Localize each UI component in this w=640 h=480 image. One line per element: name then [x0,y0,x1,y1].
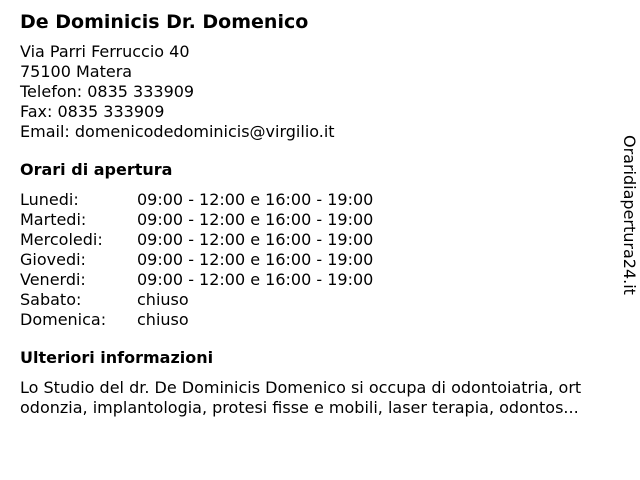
hours-row-thursday [20,250,620,270]
day-hours: 09:00 - 12:00 e 16:00 - 19:00 [137,250,374,269]
day-hours: chiuso [137,310,189,329]
day-label: Lunedi: [20,190,79,209]
hours-row-sunday [20,310,620,330]
day-hours: 09:00 - 12:00 e 16:00 - 19:00 [137,230,374,249]
day-hours: 09:00 - 12:00 e 16:00 - 19:00 [137,210,374,229]
opening-hours-heading: Orari di apertura [20,160,173,179]
fax-number: Fax: 0835 333909 [20,102,165,121]
phone-number: Telefon: 0835 333909 [20,82,195,101]
day-label: Giovedi: [20,250,86,269]
hours-row-wednesday [20,230,620,250]
hours-row-monday [20,190,620,210]
business-name: De Dominicis Dr. Domenico [20,11,309,33]
city-address: 75100 Matera [20,62,133,81]
day-label: Sabato: [20,290,82,309]
email-address: Email: domenicodedominicis@virgilio.it [20,122,335,141]
hours-row-saturday [20,290,620,310]
contact-block [20,42,620,142]
site-watermark [621,135,640,315]
hours-row-friday [20,270,620,290]
day-label: Martedi: [20,210,87,229]
business-card [20,10,620,418]
day-label: Mercoledi: [20,230,103,249]
day-label: Venerdi: [20,270,86,289]
opening-hours-table [20,190,620,330]
watermark-text: Oraridiapertura24.it [620,135,639,295]
description-line: Lo Studio del dr. De Dominicis Domenico si occupa di odontoiatria, ort [20,378,582,397]
further-info-heading: Ulteriori informazioni [20,348,214,367]
hours-row-tuesday [20,210,620,230]
street-address: Via Parri Ferruccio 40 [20,42,190,61]
day-hours: 09:00 - 12:00 e 16:00 - 19:00 [137,270,374,289]
description-line: odonzia, implantologia, protesi fisse e mobili, laser terapia, odontos... [20,398,579,417]
further-info-text [20,378,620,418]
day-label: Domenica: [20,310,107,329]
day-hours: 09:00 - 12:00 e 16:00 - 19:00 [137,190,374,209]
day-hours: chiuso [137,290,189,309]
